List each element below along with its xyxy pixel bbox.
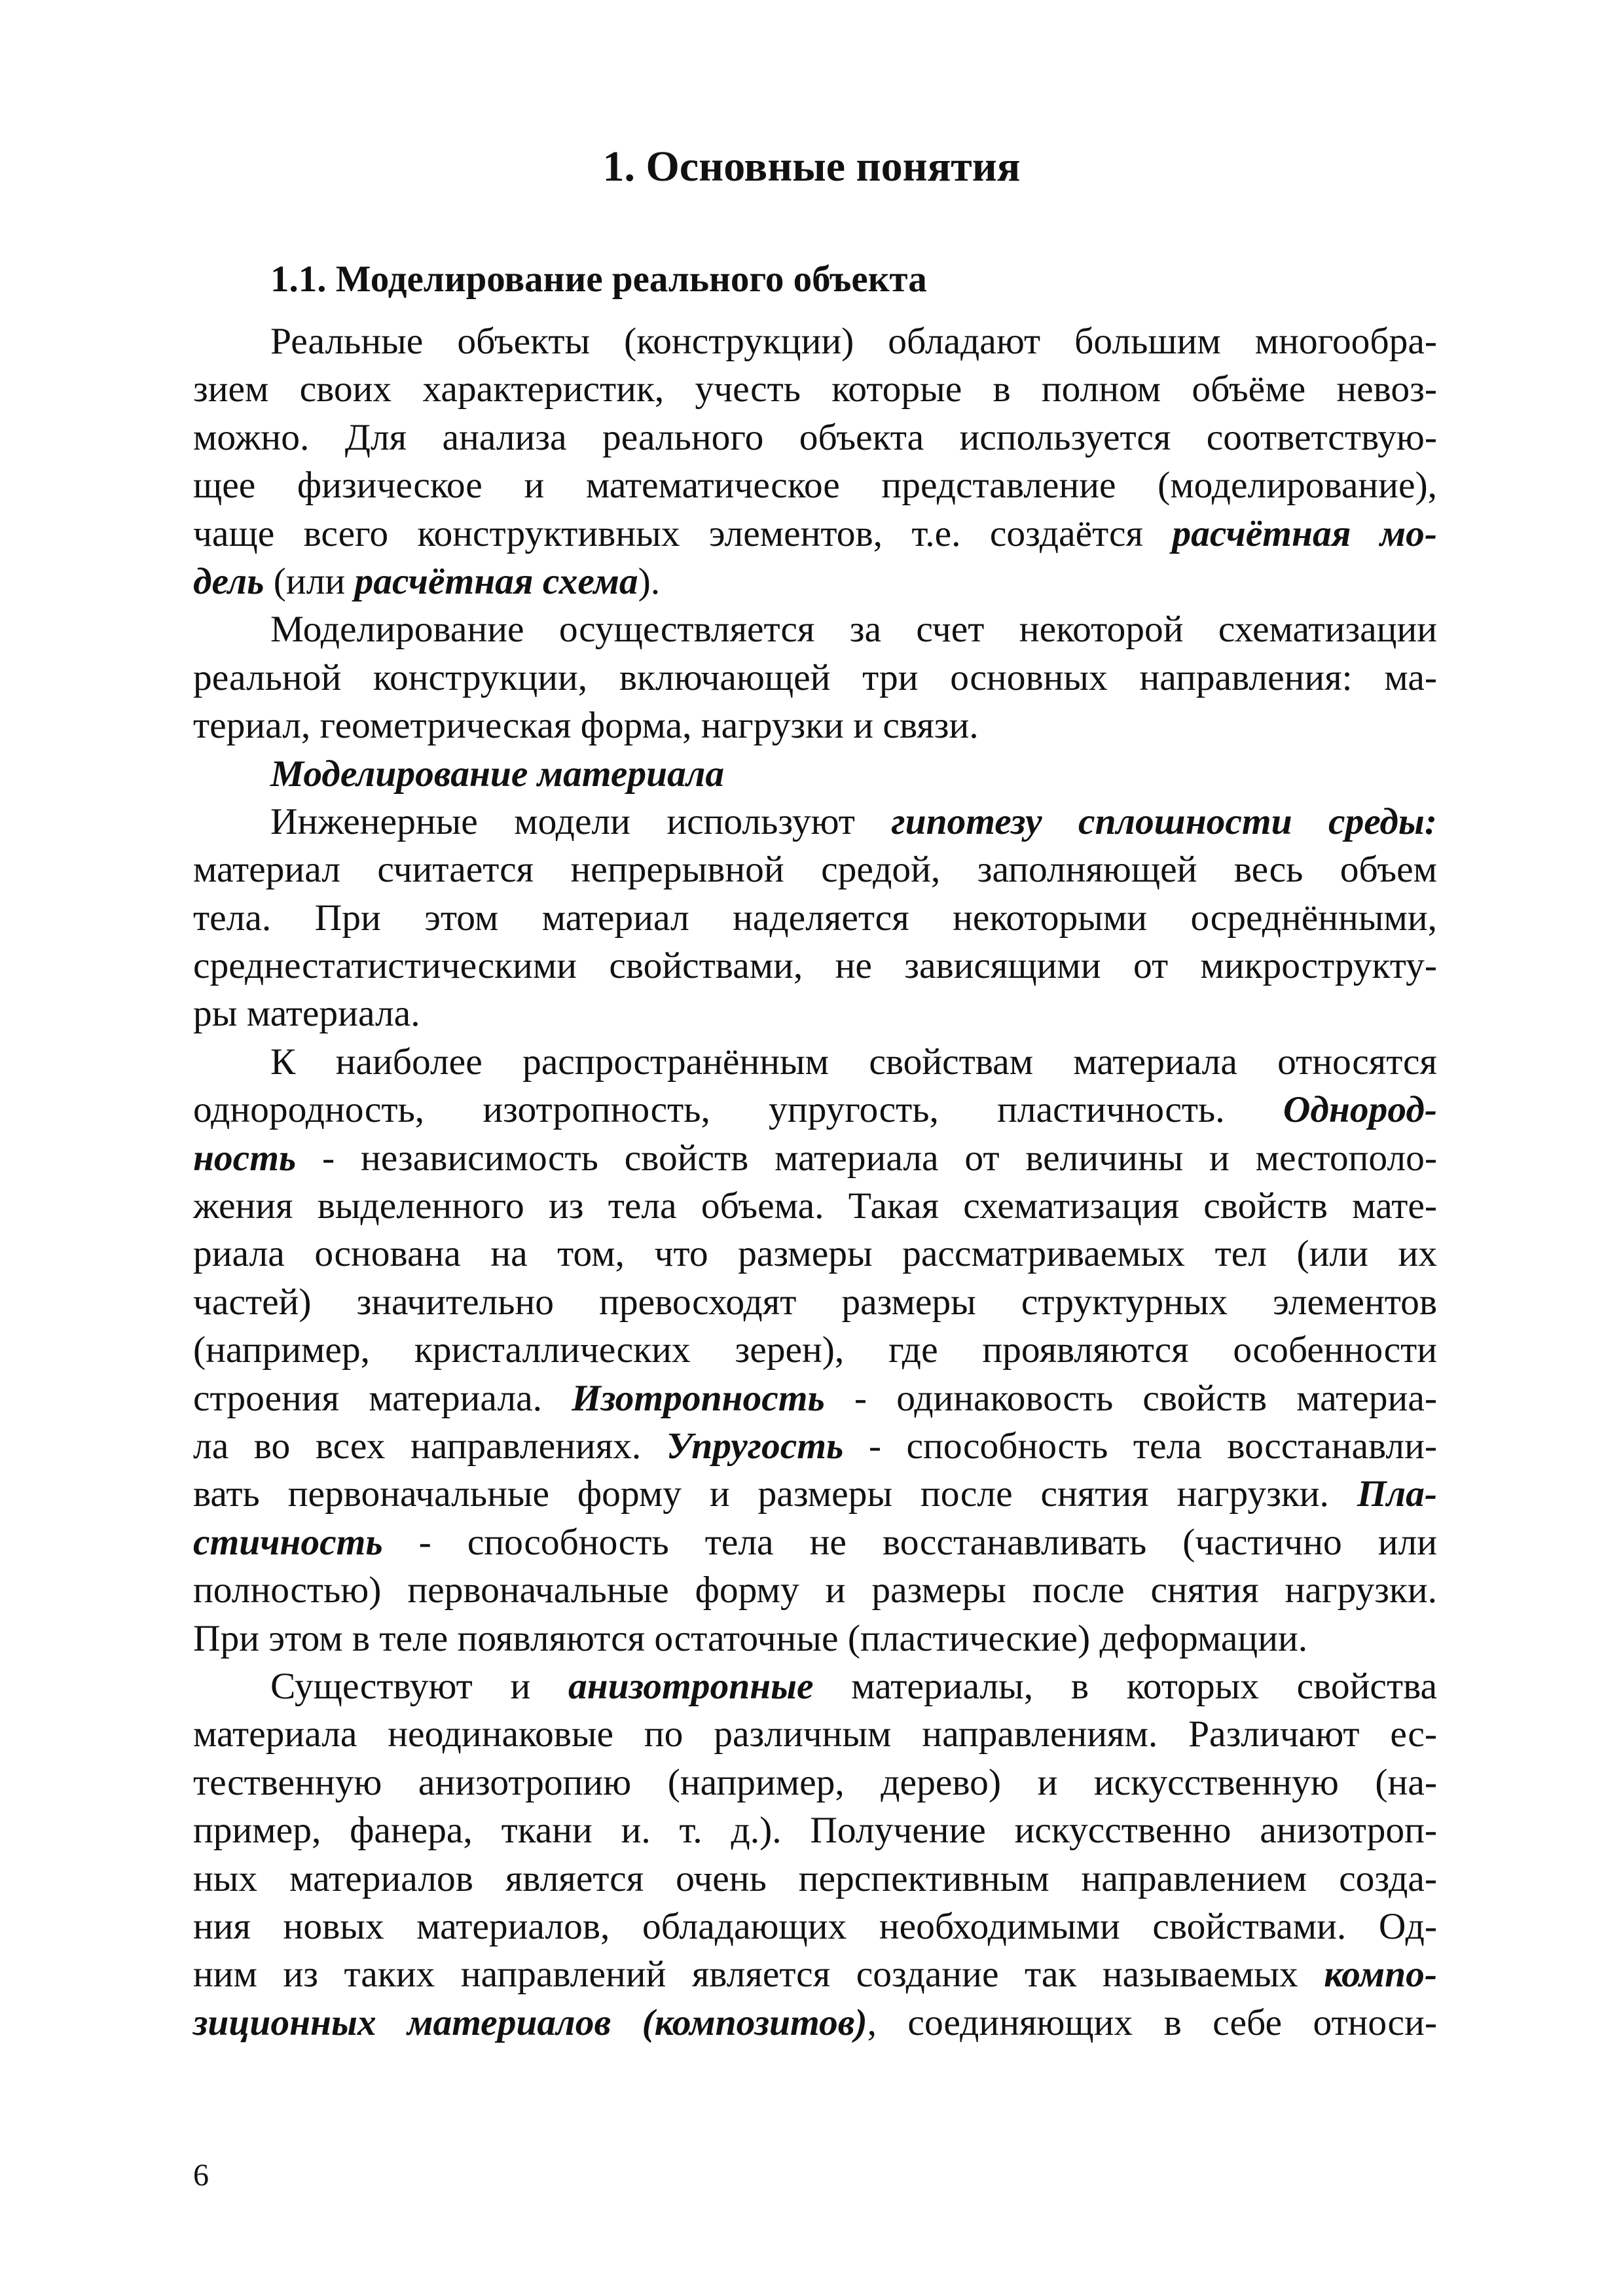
text-line [193, 1134, 1437, 1182]
text-line [193, 846, 1437, 893]
text-segment: чаще всего конструктивных элементов, т.е. создаётся [193, 512, 1173, 554]
text-line [193, 1182, 1437, 1230]
text-line [193, 942, 1437, 990]
emphasized-term: зиционных материалов (композитов) [193, 2001, 867, 2043]
text-line [193, 1038, 1437, 1086]
text-segment: - способность тела восстанавли- [843, 1425, 1437, 1467]
text-line [193, 894, 1437, 942]
text-segment: среднестатистическими свойствами, не зависящими от микрострукту- [193, 945, 1437, 987]
text-segment: Реальные объекты (конструкции) обладают большим многообра- [270, 321, 1437, 362]
text-segment: риала основана на том, что размеры рассматриваемых тел (или их [193, 1233, 1437, 1275]
text-line [193, 1759, 1437, 1806]
text-segment: материалы, в которых свойства [813, 1665, 1437, 1707]
text-segment: (или [264, 560, 355, 602]
text-segment: (например, кристаллических зерен), где проявляются особенности [193, 1329, 1437, 1371]
text-segment: строения материала. [193, 1377, 572, 1419]
text-line [193, 605, 1437, 653]
text-segment: жения выделенного из тела объема. Такая схематизация свойств мате- [193, 1185, 1437, 1227]
text-line [193, 1950, 1437, 1998]
emphasized-term: гипотезу сплошности среды: [891, 800, 1437, 842]
text-segment: ния новых материалов, обладающих необходимыми свойствами. Од- [193, 1905, 1437, 1947]
text-line [193, 1086, 1437, 1134]
text-line [193, 654, 1437, 702]
text-line [193, 461, 1437, 509]
text-segment: ним из таких направлений является создание так называемых [193, 1954, 1324, 1996]
emphasized-term: анизотропные [568, 1665, 814, 1707]
text-line [193, 317, 1437, 365]
text-segment: полностью) первоначальные форму и размеры после снятия нагрузки. [193, 1570, 1437, 1611]
emphasized-term: ность [193, 1137, 297, 1179]
text-segment: териал, геометрическая форма, нагрузки и связи. [193, 705, 979, 747]
text-segment: ных материалов является очень перспективным направлением созда- [193, 1857, 1437, 1899]
text-line [193, 414, 1437, 461]
text-line [193, 1903, 1437, 1950]
section-title: 1.1. Моделирование реального объекта [270, 259, 927, 300]
text-segment: Существуют и [270, 1665, 568, 1707]
text-line [193, 1806, 1437, 1854]
text-line [193, 1470, 1437, 1518]
emphasized-term: стичность [193, 1521, 383, 1563]
text-line [193, 702, 1437, 749]
text-segment: - одинаковость свойств материа- [824, 1377, 1437, 1419]
text-segment: материал считается непрерывной средой, заполняющей весь объем [193, 849, 1437, 891]
text-line [193, 365, 1437, 413]
body-text [193, 317, 1437, 2047]
text-segment: материала неодинаковые по различным направлениям. Различают ес- [193, 1713, 1437, 1755]
emphasized-term: расчётная схема [354, 560, 638, 602]
text-line [193, 1615, 1437, 1662]
text-segment: К наиболее распространённым свойствам материала относятся [270, 1041, 1437, 1083]
text-segment: ла во всех направлениях. [193, 1425, 666, 1467]
emphasized-term: Изотропность [572, 1377, 825, 1419]
text-segment: вать первоначальные форму и размеры после снятия нагрузки. [193, 1473, 1357, 1515]
text-line [193, 798, 1437, 846]
text-line [193, 1326, 1437, 1374]
text-segment: ). [638, 560, 661, 602]
emphasized-term: Однород- [1283, 1089, 1437, 1131]
text-line [193, 1518, 1437, 1566]
text-segment: зием своих характеристик, учесть которые в полном объёме невоз- [193, 368, 1437, 410]
text-segment: можно. Для анализа реального объекта используется соответствую- [193, 416, 1437, 458]
text-segment: тественную анизотропию (например, дерево) и искусственную (на- [193, 1761, 1437, 1803]
emphasized-term: расчётная мо- [1172, 512, 1437, 554]
text-segment: реальной конструкции, включающей три основных направления: ма- [193, 656, 1437, 698]
emphasized-term: Пла- [1357, 1473, 1437, 1515]
text-line [193, 1278, 1437, 1326]
text-line [193, 1230, 1437, 1278]
page-number: 6 [193, 2158, 209, 2193]
subsection-heading [193, 750, 1437, 798]
text-segment: частей) значительно превосходят размеры структурных элементов [193, 1281, 1437, 1323]
chapter-title: 1. Основные понятия [602, 143, 1021, 190]
text-segment: , соединяющих в себе относи- [867, 2001, 1437, 2043]
text-line [193, 1662, 1437, 1710]
text-segment: Инженерные модели используют [270, 800, 892, 842]
text-segment: тела. При этом материал наделяется некоторыми осреднёнными, [193, 897, 1437, 939]
text-line [193, 1855, 1437, 1903]
text-segment: пример, фанера, ткани и. т. д.). Получение искусственно анизотроп- [193, 1810, 1437, 1852]
text-segment: однородность, изотропность, упругость, пластичность. [193, 1089, 1283, 1131]
text-line [193, 510, 1437, 558]
text-segment: - способность тела не восстанавливать (частично или [382, 1521, 1437, 1563]
text-line [193, 1374, 1437, 1422]
emphasized-term: Моделирование материала [270, 753, 725, 795]
text-segment: При этом в теле появляются остаточные (пластические) деформации. [193, 1617, 1308, 1659]
text-line [193, 1422, 1437, 1470]
text-segment: щее физическое и математическое представление (моделирование), [193, 465, 1437, 507]
text-segment: - независимость свойств материала от величины и местополо- [296, 1137, 1437, 1179]
text-segment: ры материала. [193, 993, 420, 1035]
text-segment: Моделирование осуществляется за счет некоторой схематизации [270, 609, 1437, 651]
text-line [193, 1710, 1437, 1758]
emphasized-term: Упругость [666, 1425, 844, 1467]
emphasized-term: компо- [1324, 1954, 1437, 1996]
text-line [193, 1566, 1437, 1614]
emphasized-term: дель [193, 560, 264, 602]
text-line [193, 990, 1437, 1037]
text-line [193, 1999, 1437, 2047]
text-line [193, 558, 1437, 605]
